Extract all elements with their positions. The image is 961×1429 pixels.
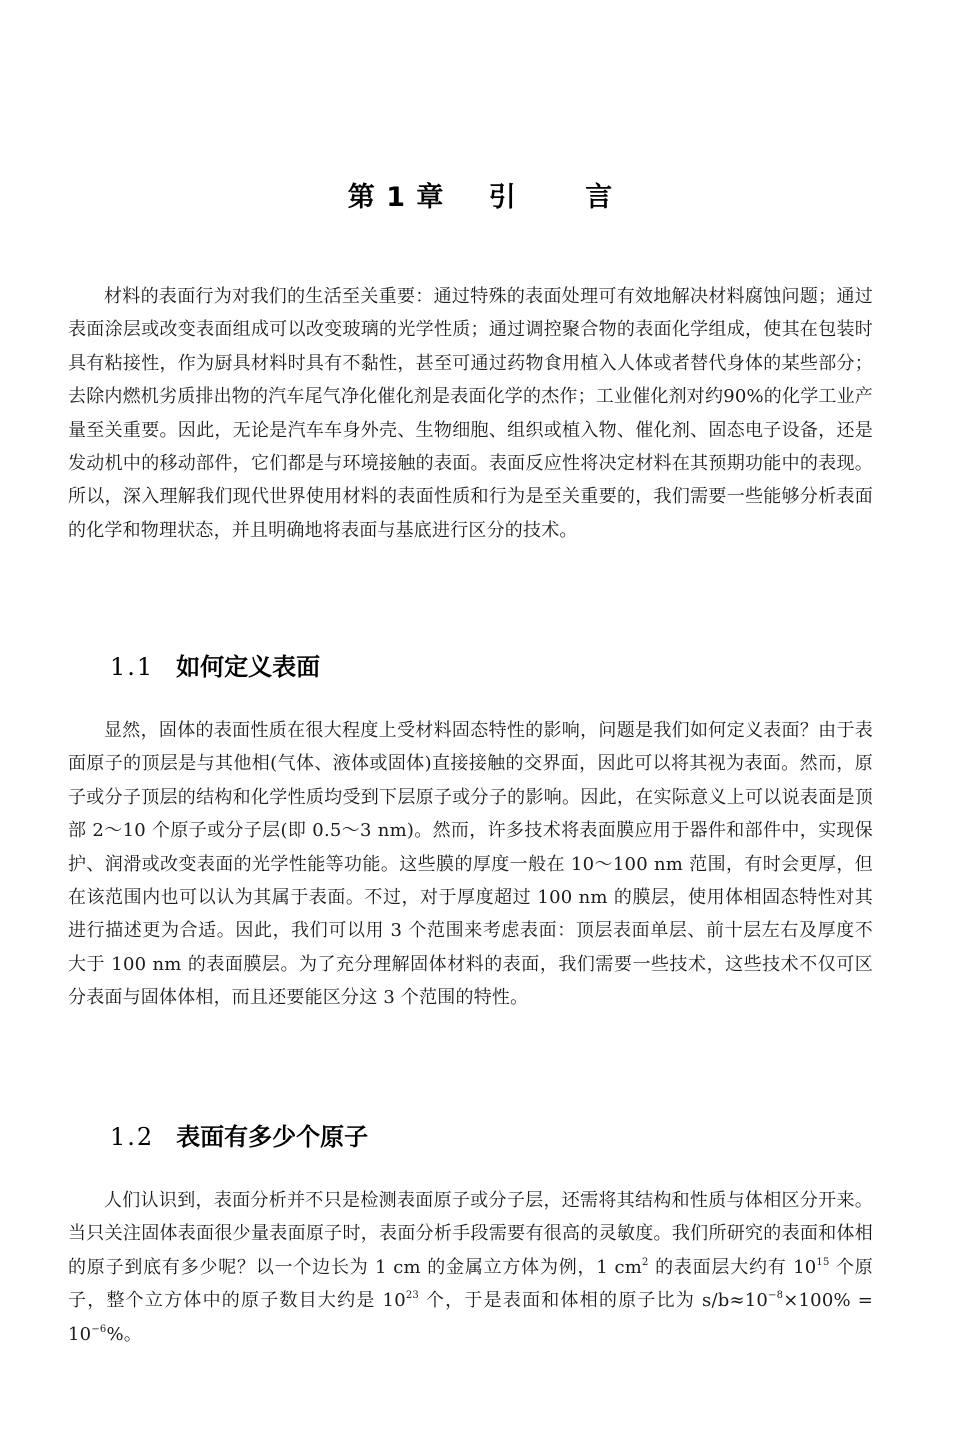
text-run: 个，于是表面和体相的原子比为 s/b≈10 bbox=[419, 1290, 769, 1312]
section-1-2-paragraph bbox=[68, 1184, 873, 1351]
text-run: ×100% = 10 bbox=[68, 1290, 874, 1345]
chapter-title-part-a: 引 bbox=[488, 182, 517, 213]
text-run: 的表面层大约有 10 bbox=[648, 1256, 817, 1278]
section-heading-1-1 bbox=[110, 647, 320, 682]
section-heading-1-2 bbox=[110, 1117, 368, 1152]
section-title: 如何定义表面 bbox=[176, 653, 321, 681]
section-1-1-paragraph: 显然，固体的表面性质在很大程度上受材料固态特性的影响，问题是我们如何定义表面？由于表面原子的顶层是与其他相(气体、液体或固体)直接接触的交界面，因此可以将其视为表面。然而，原子或分子顶层的结构和化学性质均受到下层原子或分子的影响。因此，在实际意义上可以说表面是顶部 2～10 个原子或分子层(即 0.5～3 nm)。然而，许多技术将表面膜应用于器件和部件中，实现保护、润滑或改变表面的光学性能等功能。这些膜的厚度一般在 10～100 nm 范围，有时会更厚，但在该范围内也可以认为其属于表面。不过，对于厚度超过 100 nm 的膜层，使用体相固态特性对其进行描述更为合适。因此，我们可以用 3 个范围来考虑表面：顶层表面单层、前十层左右及厚度不大于 100 nm 的表面膜层。为了充分理解固体材料的表面，我们需要一些技术，这些技术不仅可区分表面与固体体相，而且还要能区分这 3 个范围的特性。 bbox=[68, 720, 873, 1009]
superscript-bulk-exponent: 23 bbox=[405, 1290, 419, 1302]
section-number: 1.1 bbox=[110, 653, 155, 681]
section-number: 1.2 bbox=[110, 1123, 155, 1151]
superscript-ratio-exponent: −8 bbox=[768, 1290, 784, 1302]
text-run: 个原子，整个立方体中的原子数目大约是 10 bbox=[68, 1256, 874, 1312]
text-run: 人们认识到，表面分析并不只是检测表面原子或分子层，还需将其结构和性质与体相区分开来。当只关注固体表面很少量表面原子时，表面分析手段需要有很高的灵敏度。我们所研究的表面和体相的原子到底有多少呢？以一个边长为 1 cm 的金属立方体为例，1 cm bbox=[68, 1190, 873, 1278]
chapter-suffix: 章 bbox=[416, 182, 445, 213]
intro-paragraph: 材料的表面行为对我们的生活至关重要：通过特殊的表面处理可有效地解决材料腐蚀问题；通过表面涂层或改变表面组成可以改变玻璃的光学性质；通过调控聚合物的表面化学组成，使其在包装时具有粘接性，作为厨具材料时具有不黏性，甚至可通过药物食用植入人体或者替代身体的某些部分；去除内燃机劣质排出物的汽车尾气净化催化剂是表面化学的杰作；工业催化剂对约90%的化学工业产量至关重要。因此，无论是汽车车身外壳、生物细胞、组织或植入物、催化剂、固态电子设备，还是发动机中的移动部件，它们都是与环境接触的表面。表面反应性将决定材料在其预期功能中的表现。所以，深入理解我们现代世界使用材料的表面性质和行为是至关重要的，我们需要一些能够分析表面的化学和物理状态，并且明确地将表面与基底进行区分的技术。 bbox=[68, 286, 874, 541]
superscript-area: 2 bbox=[642, 1256, 649, 1268]
section-title: 表面有多少个原子 bbox=[176, 1123, 369, 1151]
superscript-result-exponent: −6 bbox=[91, 1323, 107, 1335]
chapter-title-part-b: 言 bbox=[585, 182, 614, 213]
text-run: %。 bbox=[106, 1323, 142, 1345]
superscript-surface-exponent: 15 bbox=[816, 1256, 830, 1268]
chapter-label: 第 bbox=[347, 182, 376, 213]
chapter-number: 1 bbox=[386, 182, 406, 213]
chapter-title bbox=[0, 175, 961, 214]
